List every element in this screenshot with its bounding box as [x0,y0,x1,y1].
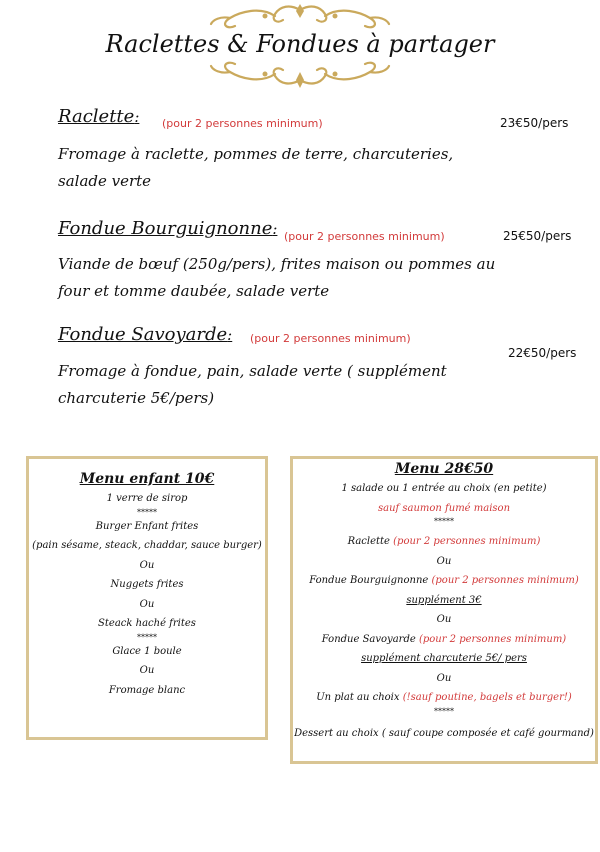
dish-note-raclette: (pour 2 personnes minimum) [162,117,323,130]
menu-line: (pain sésame, steack, chaddar, sauce burger) [32,540,262,551]
dish-name-fondue-bourguignonne [58,218,277,239]
menu-option-note: (pour 2 personnes minimum) [418,633,567,645]
menu-line: Nuggets frites [110,579,184,590]
menu-28-title: Menu 28€50 [394,461,494,477]
dish-name-fondue-savoyarde [58,324,232,345]
menu-line: Ou [139,598,155,610]
menu-line: Ou [436,555,452,567]
dish-name-raclette [58,106,139,127]
menu-line: sauf saumon fumé maison [377,502,511,514]
menu-line: supplément charcuterie 5€/ pers [361,653,527,664]
desc-line: charcuterie 5€/pers) [58,389,215,407]
menu-line: supplément 3€ [406,594,482,606]
colon: : [134,108,140,126]
dish-note-fondue-bourguignonne: (pour 2 personnes minimum) [284,230,445,243]
desc-line: Fromage à raclette, pommes de terre, charcuteries, [58,145,454,163]
menu-option-text: Un plat au choix [316,692,403,703]
dish-note-fondue-savoyarde: (pour 2 personnes minimum) [250,332,411,345]
menu-line [293,630,595,650]
dish-desc-raclette [58,141,453,195]
menu-line: Fromage blanc [108,684,186,696]
menu-28-box [290,456,598,764]
dish-desc-fondue-bourguignonne [58,251,495,305]
dish-price-fondue-bourguignonne: 25€50/pers [503,229,572,243]
menu-option-text: Fondue Savoyarde [321,633,419,645]
colon: : [272,220,278,238]
dish-name-text: Raclette [58,106,135,127]
separator-stars: ***** [137,632,157,642]
desc-line: four et tomme daubée, salade verte [58,282,330,300]
menu-option-text: Raclette [347,536,394,547]
dish-price-fondue-savoyarde: 22€50/pers [508,346,577,360]
menu-enfant-title: Menu enfant 10€ [79,471,215,487]
menu-option-note: (pour 2 personnes minimum) [431,575,579,586]
menu-line [293,571,595,591]
dish-price-raclette: 23€50/pers [500,116,569,130]
menu-enfant-box [26,456,268,740]
menu-line: 1 salade ou 1 entrée au choix (en petite) [341,483,547,494]
dish-desc-fondue-savoyarde [58,358,447,412]
menu-line: 1 verre de sirop [106,493,188,504]
menu-line: Steack haché frites [98,618,196,629]
menu-line: Ou [139,665,155,676]
menu-option-note: (pour 2 personnes minimum) [393,536,541,547]
menu-line: Dessert au choix ( sauf coupe composée et café gourmand) [294,727,594,739]
menu-line: Ou [436,672,452,684]
menu-line: Ou [436,614,452,625]
separator-stars: ***** [434,706,454,716]
desc-line: Viande de bœuf (250g/pers), frites maison ou pommes au [58,255,496,273]
menu-option-text: Fondue Bourguignonne [309,575,432,586]
dish-name-text: Fondue Bourguignonne [58,218,273,239]
colon: : [227,326,233,344]
menu-line: Burger Enfant frites [95,520,199,532]
menu-line [293,532,595,552]
separator-stars: ***** [434,517,454,526]
separator-stars: ***** [137,507,157,517]
desc-line: salade verte [58,172,152,190]
desc-line: Fromage à fondue, pain, salade verte ( supplément [58,362,447,380]
menu-option-note: (!sauf poutine, bagels et burger!) [402,692,572,703]
menu-line: Glace 1 boule [112,645,182,657]
dish-name-text: Fondue Savoyarde [58,324,228,345]
menu-line: Ou [139,559,155,571]
page-title: Raclettes & Fondues à partager [105,30,495,58]
menu-line [293,688,595,708]
